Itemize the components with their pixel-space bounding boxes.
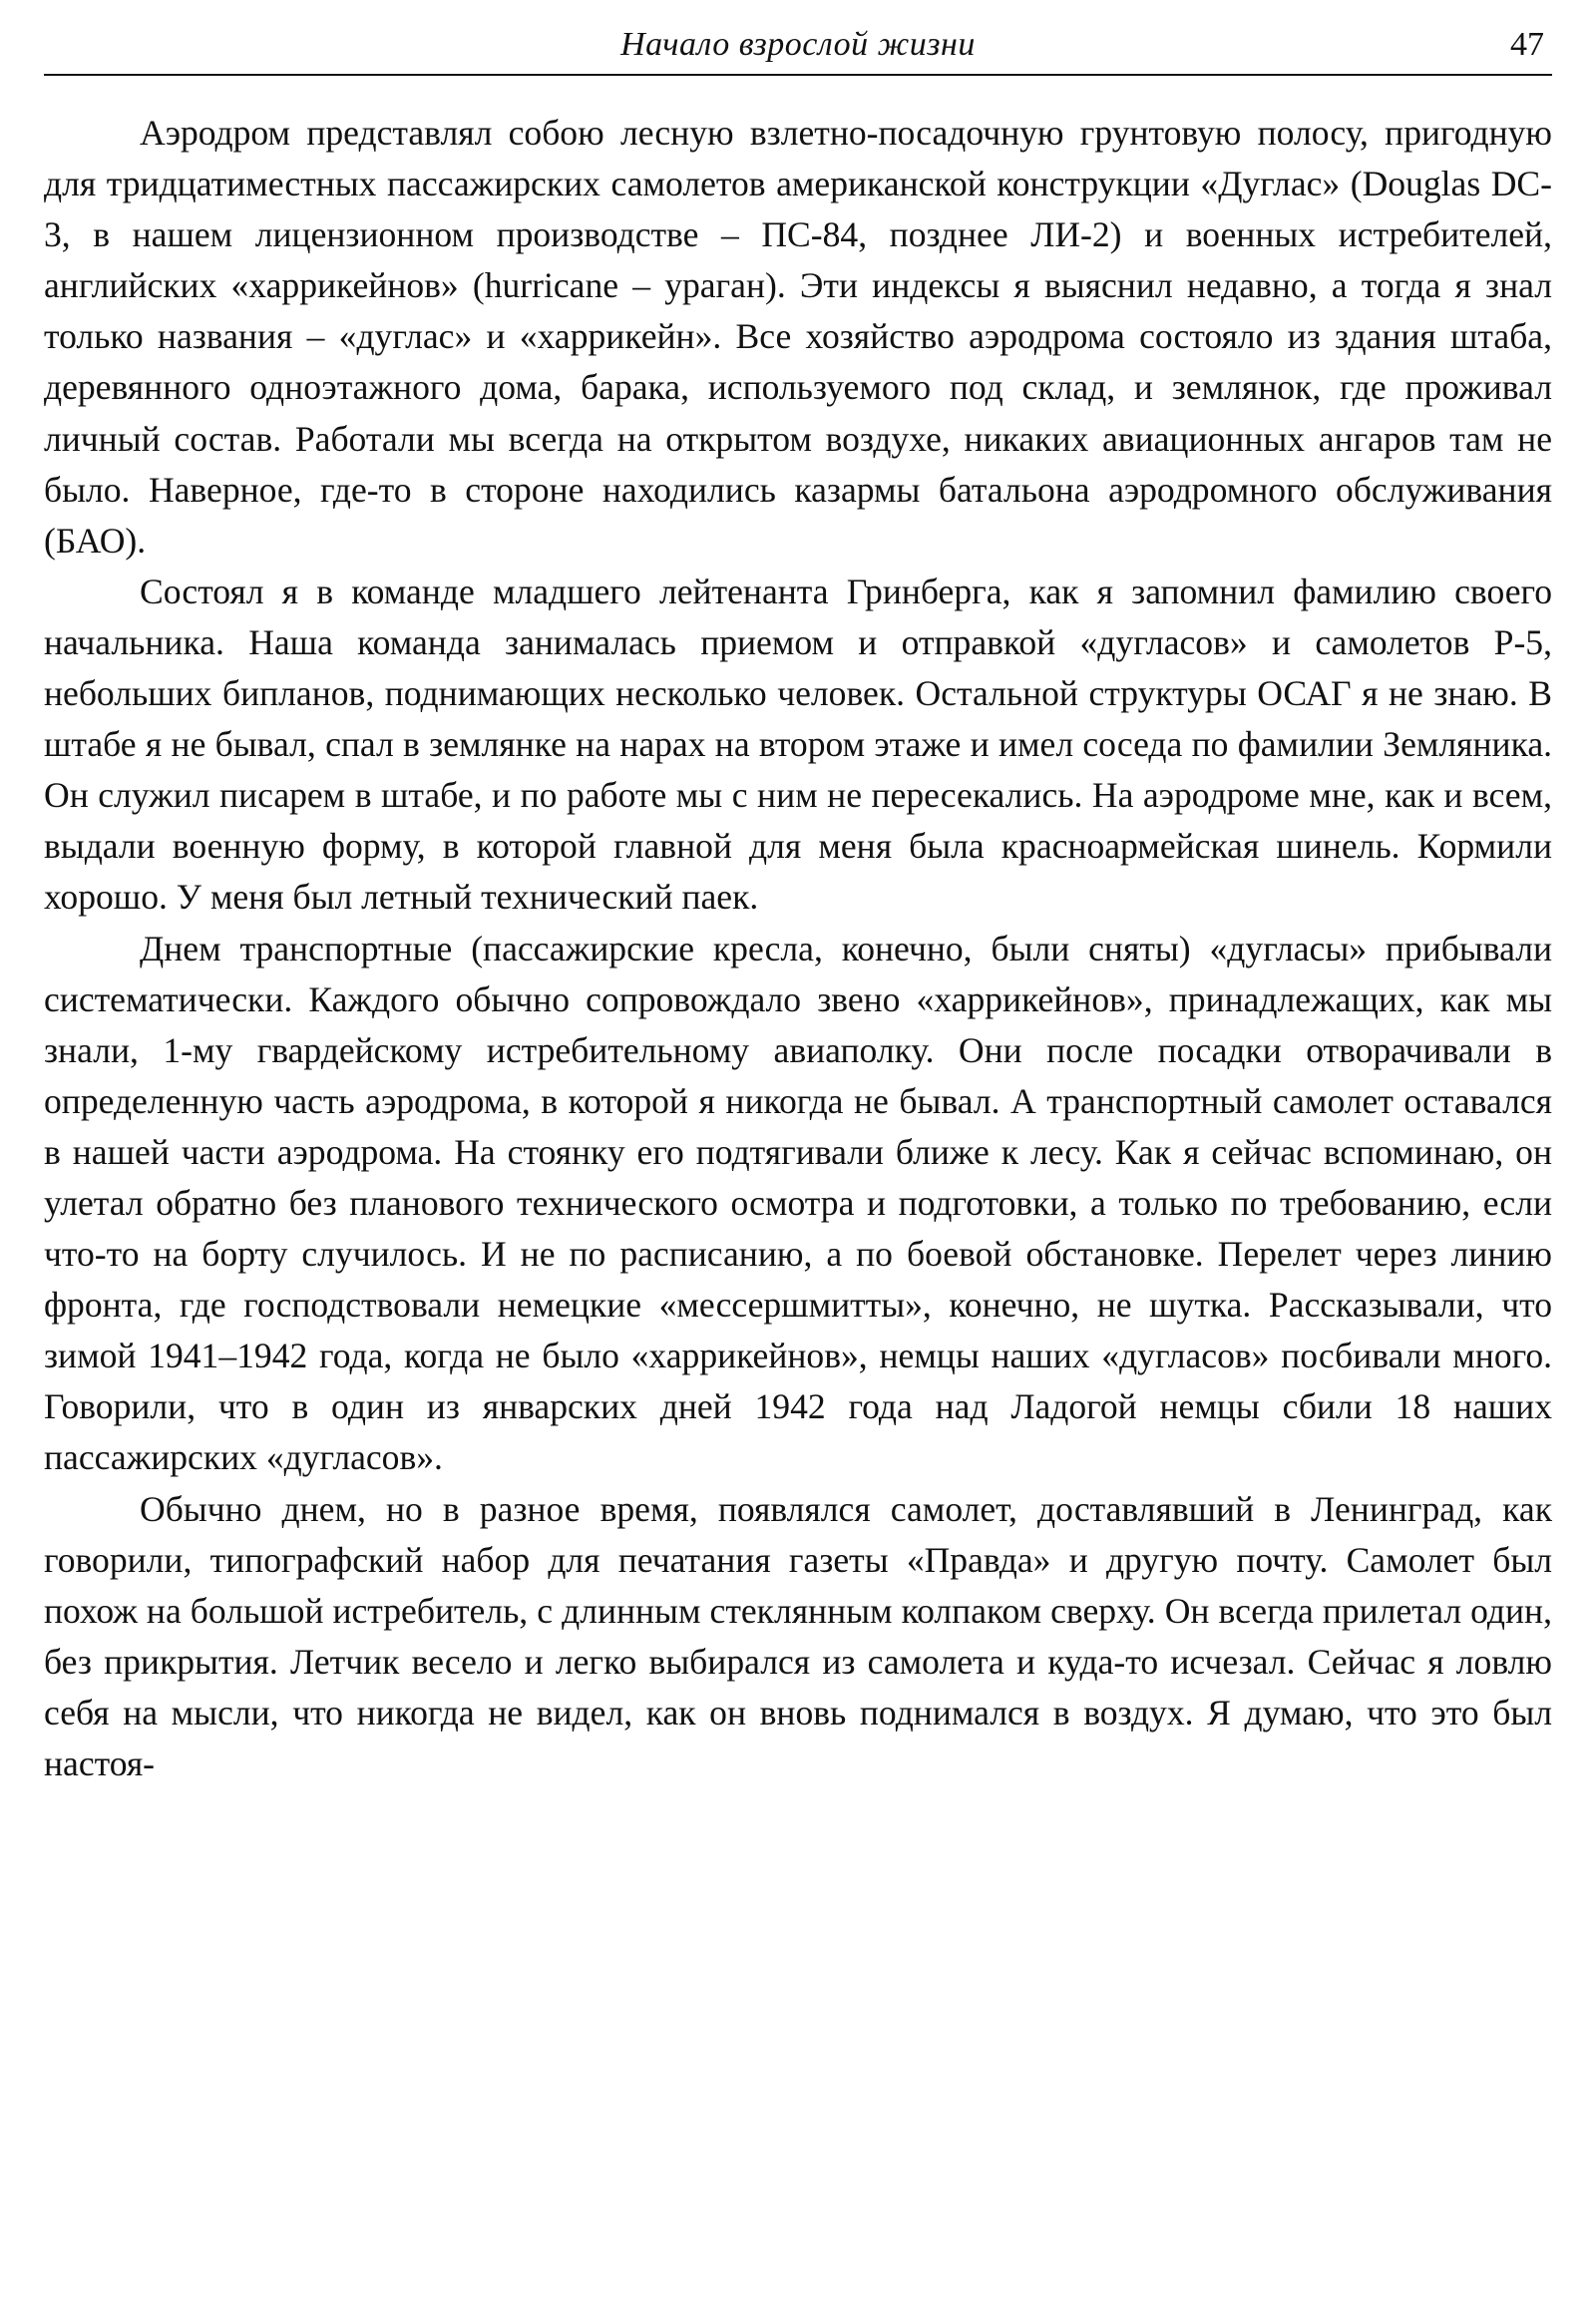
running-header bbox=[44, 18, 1552, 76]
paragraph: Днем транспортные (пассажирские кресла, конечно, были сняты) «дугласы» прибывали систематически. Каждого обычно сопровождало звено «харрикейнов», принадлежащих, как мы знали, 1-му гвардейскому истребительному авиаполку. Они после посадки отворачивали в определенную часть аэродрома, в которой я никогда не бывал. А транспортный самолет оставался в нашей части аэродрома. На стоянку его подтягивали ближе к лесу. Как я сейчас вспоминаю, он улетал обратно без планового технического осмотра и подготовки, а только по требованию, если что-то на борту случилось. И не по расписанию, а по боевой обстановке. Перелет через линию фронта, где господствовали немецкие «мессершмитты», конечно, не шутка. Рассказывали, что зимой 1941–1942 года, когда не было «харрикейнов», немцы наших «дугласов» посбивали много. Говорили, что в один из январских дней 1942 года над Ладогой немцы сбили 18 наших пассажирских «дугласов». bbox=[44, 928, 1552, 1478]
paragraph: Обычно днем, но в разное время, появлялся самолет, доставлявший в Ленинград, как говорили, типографский набор для печатания газеты «Правда» и другую почту. Самолет был похож на большой истребитель, с длинным стеклянным колпаком сверху. Он всегда прилетал один, без прикрытия. Летчик весело и легко выбирался из самолета и куда-то исчезал. Сейчас я ловлю себя на мысли, что никогда не видел, как он вновь поднимался в воздух. Я думаю, что это был настоя- bbox=[44, 1488, 1552, 1783]
chapter-title: Начало взрослой жизни bbox=[620, 26, 976, 63]
page-number: 47 bbox=[1510, 26, 1544, 63]
body-text bbox=[44, 108, 1552, 1789]
paragraph: Состоял я в команде младшего лейтенанта Гринберга, как я запомнил фамилию своего начальника. Наша команда занималась приемом и отправкой «дугласов» и самолетов Р-5, небольших бипланов, поднимающих несколько человек. Остальной структуры ОСАГ я не знаю. В штабе я не бывал, спал в землянке на нарах на втором этаже и имел соседа по фамилии Земляника. Он служил писарем в штабе, и по работе мы с ним не пересекались. На аэродроме мне, как и всем, выдали военную форму, в которой главной для меня была красноармейская шинель. Кормили хорошо. У меня был летный технический паек. bbox=[44, 571, 1552, 918]
book-page bbox=[44, 18, 1552, 1789]
paragraph: Аэродром представлял собою лесную взлетно-посадочную грунтовую полосу, пригодную для тридцатиместных пассажирских самолетов американской конструкции «Дуглас» (Douglas DC-3, в нашем лицензионном производстве – ПС-84, позднее ЛИ-2) и военных истребителей, английских «харрикейнов» (hurricane – ураган). Эти индексы я выяснил недавно, а тогда я знал только названия – «дуглас» и «харрикейн». Все хозяйство аэродрома состояло из здания штаба, деревянного одноэтажного дома, барака, используемого под склад, и землянок, где проживал личный состав. Работали мы всегда на открытом воздухе, никаких авиационных ангаров там не было. Наверное, где-то в стороне находились казармы батальона аэродромного обслуживания (БАО). bbox=[44, 113, 1552, 561]
